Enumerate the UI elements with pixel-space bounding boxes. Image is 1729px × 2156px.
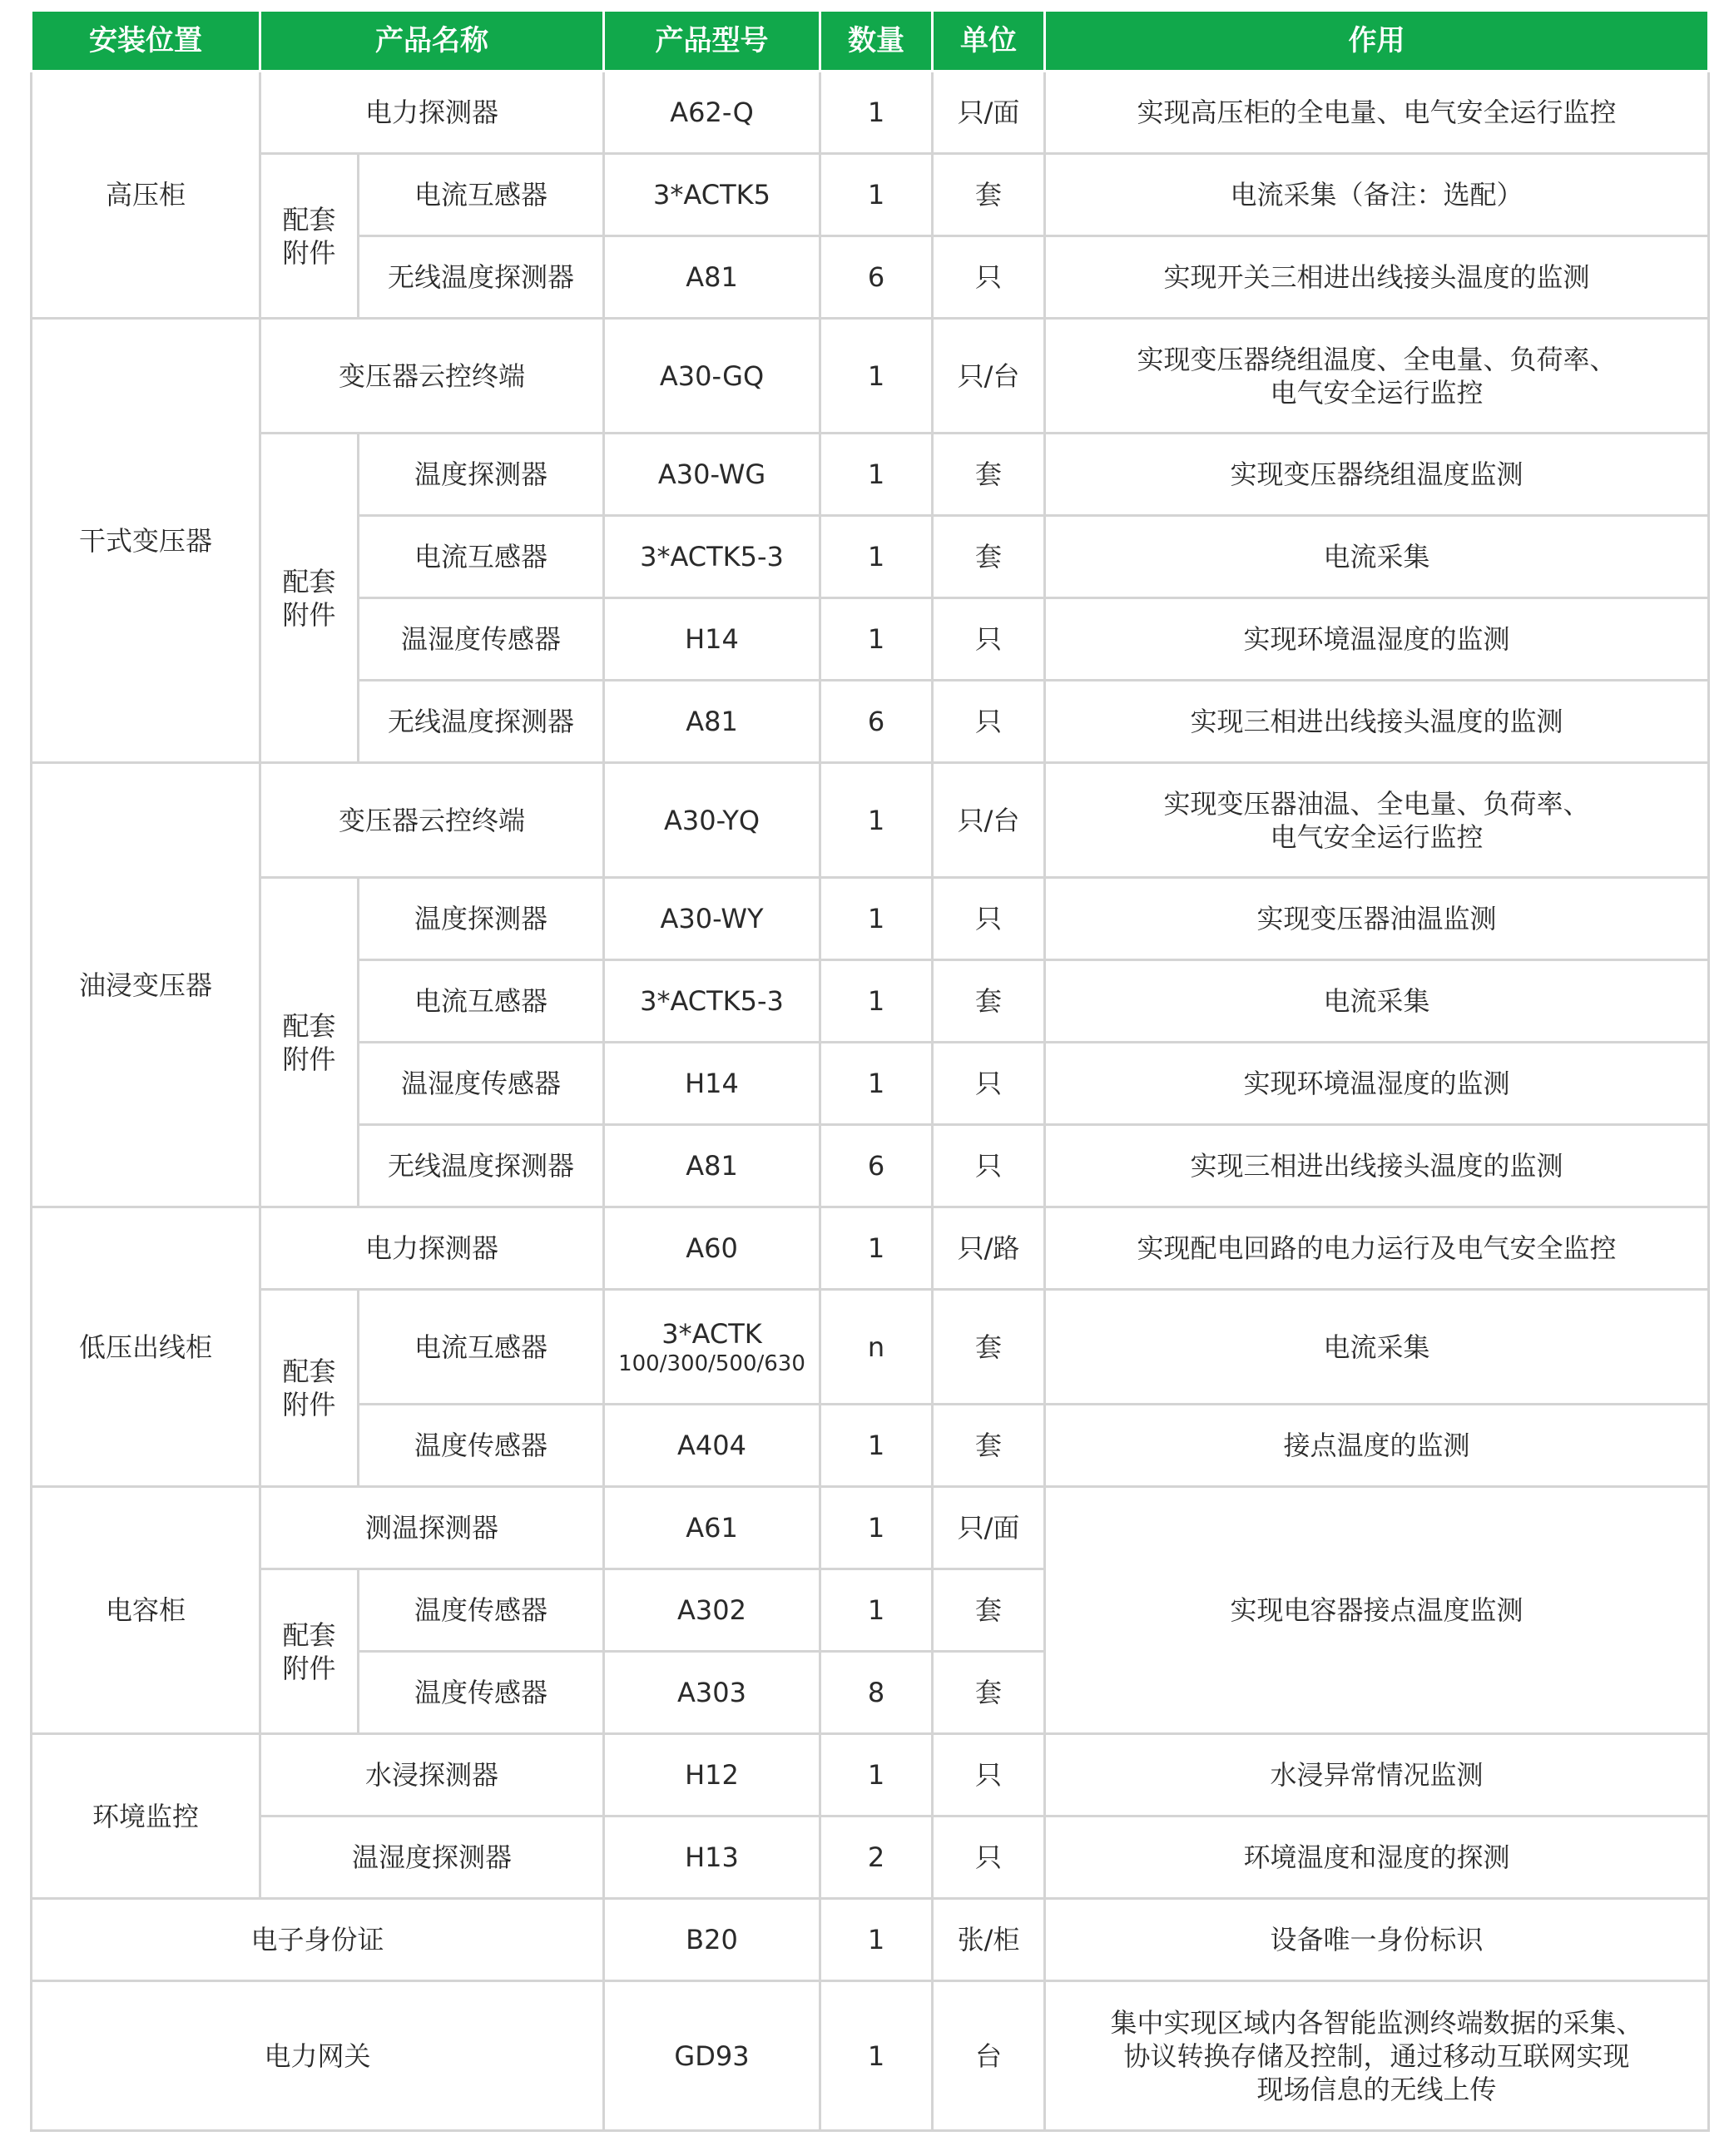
model-sub-text: 100/300/500/630 [618, 1351, 805, 1376]
quantity-cell: 1 [820, 319, 933, 434]
location-cell: 高压柜 [32, 72, 260, 319]
function-cell: 实现变压器油温监测 [1045, 878, 1709, 960]
header-location: 安装位置 [32, 12, 260, 72]
function-cell: 电流采集（备注：选配） [1045, 154, 1709, 236]
product-name-cell: 温度传感器 [359, 1405, 604, 1487]
quantity-cell: 1 [820, 1405, 933, 1487]
unit-cell: 只/面 [933, 1487, 1045, 1569]
quantity-cell: 1 [820, 434, 933, 516]
model-cell: 3*ACTK5 [604, 154, 820, 236]
model-cell: A30-WY [604, 878, 820, 960]
product-name-cell: 电流互感器 [359, 154, 604, 236]
unit-cell: 只 [933, 681, 1045, 763]
quantity-cell: 2 [820, 1816, 933, 1899]
location-cell: 油浸变压器 [32, 763, 260, 1207]
function-cell: 设备唯一身份标识 [1045, 1899, 1709, 1981]
function-cell [1045, 1981, 1709, 2131]
function-cell: 实现环境温湿度的监测 [1045, 1043, 1709, 1125]
unit-cell: 只/台 [933, 319, 1045, 434]
header-quantity: 数量 [820, 12, 933, 72]
accessory-label: 配套附件 [282, 203, 336, 269]
model-cell: A62-Q [604, 72, 820, 154]
table-row [32, 1734, 1709, 1816]
accessory-label: 配套附件 [282, 1618, 336, 1684]
model-cell: B20 [604, 1899, 820, 1981]
model-cell: A404 [604, 1405, 820, 1487]
location-cell: 干式变压器 [32, 319, 260, 763]
unit-cell: 只 [933, 1043, 1045, 1125]
accessory-label: 配套附件 [282, 565, 336, 631]
quantity-cell: 1 [820, 1899, 933, 1981]
location-cell: 电容柜 [32, 1487, 260, 1734]
quantity-cell: 1 [820, 960, 933, 1043]
unit-cell: 套 [933, 516, 1045, 598]
table-row [32, 763, 1709, 878]
unit-cell: 只 [933, 1125, 1045, 1207]
quantity-cell: 6 [820, 681, 933, 763]
function-cell: 实现高压柜的全电量、电气安全运行监控 [1045, 72, 1709, 154]
quantity-cell: 1 [820, 1569, 933, 1652]
product-name-cell: 温度传感器 [359, 1569, 604, 1652]
unit-cell: 只 [933, 1734, 1045, 1816]
model-cell: A302 [604, 1569, 820, 1652]
header-model: 产品型号 [604, 12, 820, 72]
quantity-cell: 1 [820, 154, 933, 236]
table-row [32, 1290, 1709, 1405]
product-name-cell: 测温探测器 [260, 1487, 604, 1569]
product-name-cell: 无线温度探测器 [359, 236, 604, 319]
function-line: 实现变压器油温、全电量、负荷率、 [1163, 787, 1590, 820]
model-cell: A303 [604, 1652, 820, 1734]
location-cell: 环境监控 [32, 1734, 260, 1899]
function-line: 实现变压器绕组温度、全电量、负荷率、 [1137, 343, 1617, 375]
unit-cell: 套 [933, 960, 1045, 1043]
function-cell: 电流采集 [1045, 1290, 1709, 1405]
table-row [32, 434, 1709, 516]
product-name-cell: 变压器云控终端 [260, 319, 604, 434]
header-function: 作用 [1045, 12, 1709, 72]
model-cell: H13 [604, 1816, 820, 1899]
quantity-cell: 6 [820, 236, 933, 319]
function-cell: 实现三相进出线接头温度的监测 [1045, 1125, 1709, 1207]
unit-cell: 只/台 [933, 763, 1045, 878]
accessory-label: 配套附件 [282, 1009, 336, 1075]
unit-cell: 套 [933, 1569, 1045, 1652]
table-row [32, 319, 1709, 434]
header-unit: 单位 [933, 12, 1045, 72]
accessory-label-cell [260, 154, 359, 319]
model-cell: A81 [604, 236, 820, 319]
unit-cell: 套 [933, 434, 1045, 516]
product-name-cell: 电流互感器 [359, 1290, 604, 1405]
product-name-cell: 温湿度探测器 [260, 1816, 604, 1899]
model-cell: GD93 [604, 1981, 820, 2131]
model-cell: A30-WG [604, 434, 820, 516]
function-cell: 电流采集 [1045, 516, 1709, 598]
quantity-cell: 1 [820, 1043, 933, 1125]
quantity-cell: 1 [820, 763, 933, 878]
quantity-cell: 1 [820, 1981, 933, 2131]
table-row [32, 154, 1709, 236]
quantity-cell: 1 [820, 1487, 933, 1569]
product-table [30, 12, 1710, 2132]
quantity-cell: 8 [820, 1652, 933, 1734]
unit-cell: 只/面 [933, 72, 1045, 154]
unit-cell: 张/柜 [933, 1899, 1045, 1981]
model-cell: A81 [604, 1125, 820, 1207]
accessory-label-cell [260, 434, 359, 763]
unit-cell: 台 [933, 1981, 1045, 2131]
product-name-cell: 电流互感器 [359, 516, 604, 598]
accessory-label-cell [260, 1569, 359, 1734]
accessory-label-cell [260, 878, 359, 1207]
function-cell: 实现开关三相进出线接头温度的监测 [1045, 236, 1709, 319]
model-cell: A81 [604, 681, 820, 763]
function-cell: 实现环境温湿度的监测 [1045, 598, 1709, 681]
product-name-cell: 温湿度传感器 [359, 1043, 604, 1125]
table-row [32, 1981, 1709, 2131]
quantity-cell: 6 [820, 1125, 933, 1207]
product-name-cell: 电子身份证 [32, 1899, 604, 1981]
table-row [32, 1207, 1709, 1290]
function-line: 电气安全运行监控 [1270, 376, 1484, 409]
function-cell: 环境温度和湿度的探测 [1045, 1816, 1709, 1899]
quantity-cell: 1 [820, 72, 933, 154]
product-name-cell: 电力探测器 [260, 72, 604, 154]
table-row [32, 72, 1709, 154]
model-main-text: 3*ACTK [661, 1317, 762, 1350]
accessory-label-cell [260, 1290, 359, 1487]
model-cell: A30-YQ [604, 763, 820, 878]
model-cell: H14 [604, 598, 820, 681]
function-cell [1045, 763, 1709, 878]
accessory-label: 配套附件 [282, 1356, 336, 1420]
unit-cell: 套 [933, 154, 1045, 236]
model-cell: A30-GQ [604, 319, 820, 434]
function-line: 协议转换存储及控制，通过移动互联网实现 [1123, 2040, 1630, 2072]
product-name-cell: 水浸探测器 [260, 1734, 604, 1816]
function-line: 现场信息的无线上传 [1256, 2073, 1497, 2105]
product-table-container [30, 12, 1707, 2132]
table-header-row [32, 12, 1709, 72]
product-name-cell: 电力网关 [32, 1981, 604, 2131]
unit-cell: 只 [933, 878, 1045, 960]
model-cell: 3*ACTK5-3 [604, 960, 820, 1043]
product-name-cell: 温度探测器 [359, 878, 604, 960]
table-row [32, 1816, 1709, 1899]
product-name-cell: 温度探测器 [359, 434, 604, 516]
unit-cell: 套 [933, 1652, 1045, 1734]
function-cell: 水浸异常情况监测 [1045, 1734, 1709, 1816]
product-name-cell: 无线温度探测器 [359, 1125, 604, 1207]
quantity-cell: 1 [820, 1734, 933, 1816]
quantity-cell: n [820, 1290, 933, 1405]
model-cell: 3*ACTK5-3 [604, 516, 820, 598]
function-line: 集中实现区域内各智能监测终端数据的采集、 [1110, 2006, 1643, 2039]
function-cell: 实现变压器绕组温度监测 [1045, 434, 1709, 516]
unit-cell: 只 [933, 598, 1045, 681]
table-row [32, 1487, 1709, 1569]
table-row [32, 1899, 1709, 1981]
model-cell [604, 1290, 820, 1405]
unit-cell: 只/路 [933, 1207, 1045, 1290]
model-cell: A60 [604, 1207, 820, 1290]
function-cell [1045, 319, 1709, 434]
product-name-cell: 变压器云控终端 [260, 763, 604, 878]
product-name-cell: 电流互感器 [359, 960, 604, 1043]
quantity-cell: 1 [820, 516, 933, 598]
model-cell: H14 [604, 1043, 820, 1125]
location-cell: 低压出线柜 [32, 1207, 260, 1487]
model-cell: A61 [604, 1487, 820, 1569]
model-cell: H12 [604, 1734, 820, 1816]
quantity-cell: 1 [820, 598, 933, 681]
unit-cell: 只 [933, 236, 1045, 319]
unit-cell: 套 [933, 1405, 1045, 1487]
product-name-cell: 温度传感器 [359, 1652, 604, 1734]
function-cell: 实现三相进出线接头温度的监测 [1045, 681, 1709, 763]
unit-cell: 只 [933, 1816, 1045, 1899]
product-name-cell: 电力探测器 [260, 1207, 604, 1290]
function-cell: 实现电容器接点温度监测 [1045, 1487, 1709, 1734]
function-cell: 电流采集 [1045, 960, 1709, 1043]
product-name-cell: 无线温度探测器 [359, 681, 604, 763]
function-line: 电气安全运行监控 [1270, 820, 1484, 853]
product-name-cell: 温湿度传感器 [359, 598, 604, 681]
table-row [32, 878, 1709, 960]
quantity-cell: 1 [820, 1207, 933, 1290]
function-cell: 接点温度的监测 [1045, 1405, 1709, 1487]
unit-cell: 套 [933, 1290, 1045, 1405]
quantity-cell: 1 [820, 878, 933, 960]
header-product-name: 产品名称 [260, 12, 604, 72]
function-cell: 实现配电回路的电力运行及电气安全监控 [1045, 1207, 1709, 1290]
